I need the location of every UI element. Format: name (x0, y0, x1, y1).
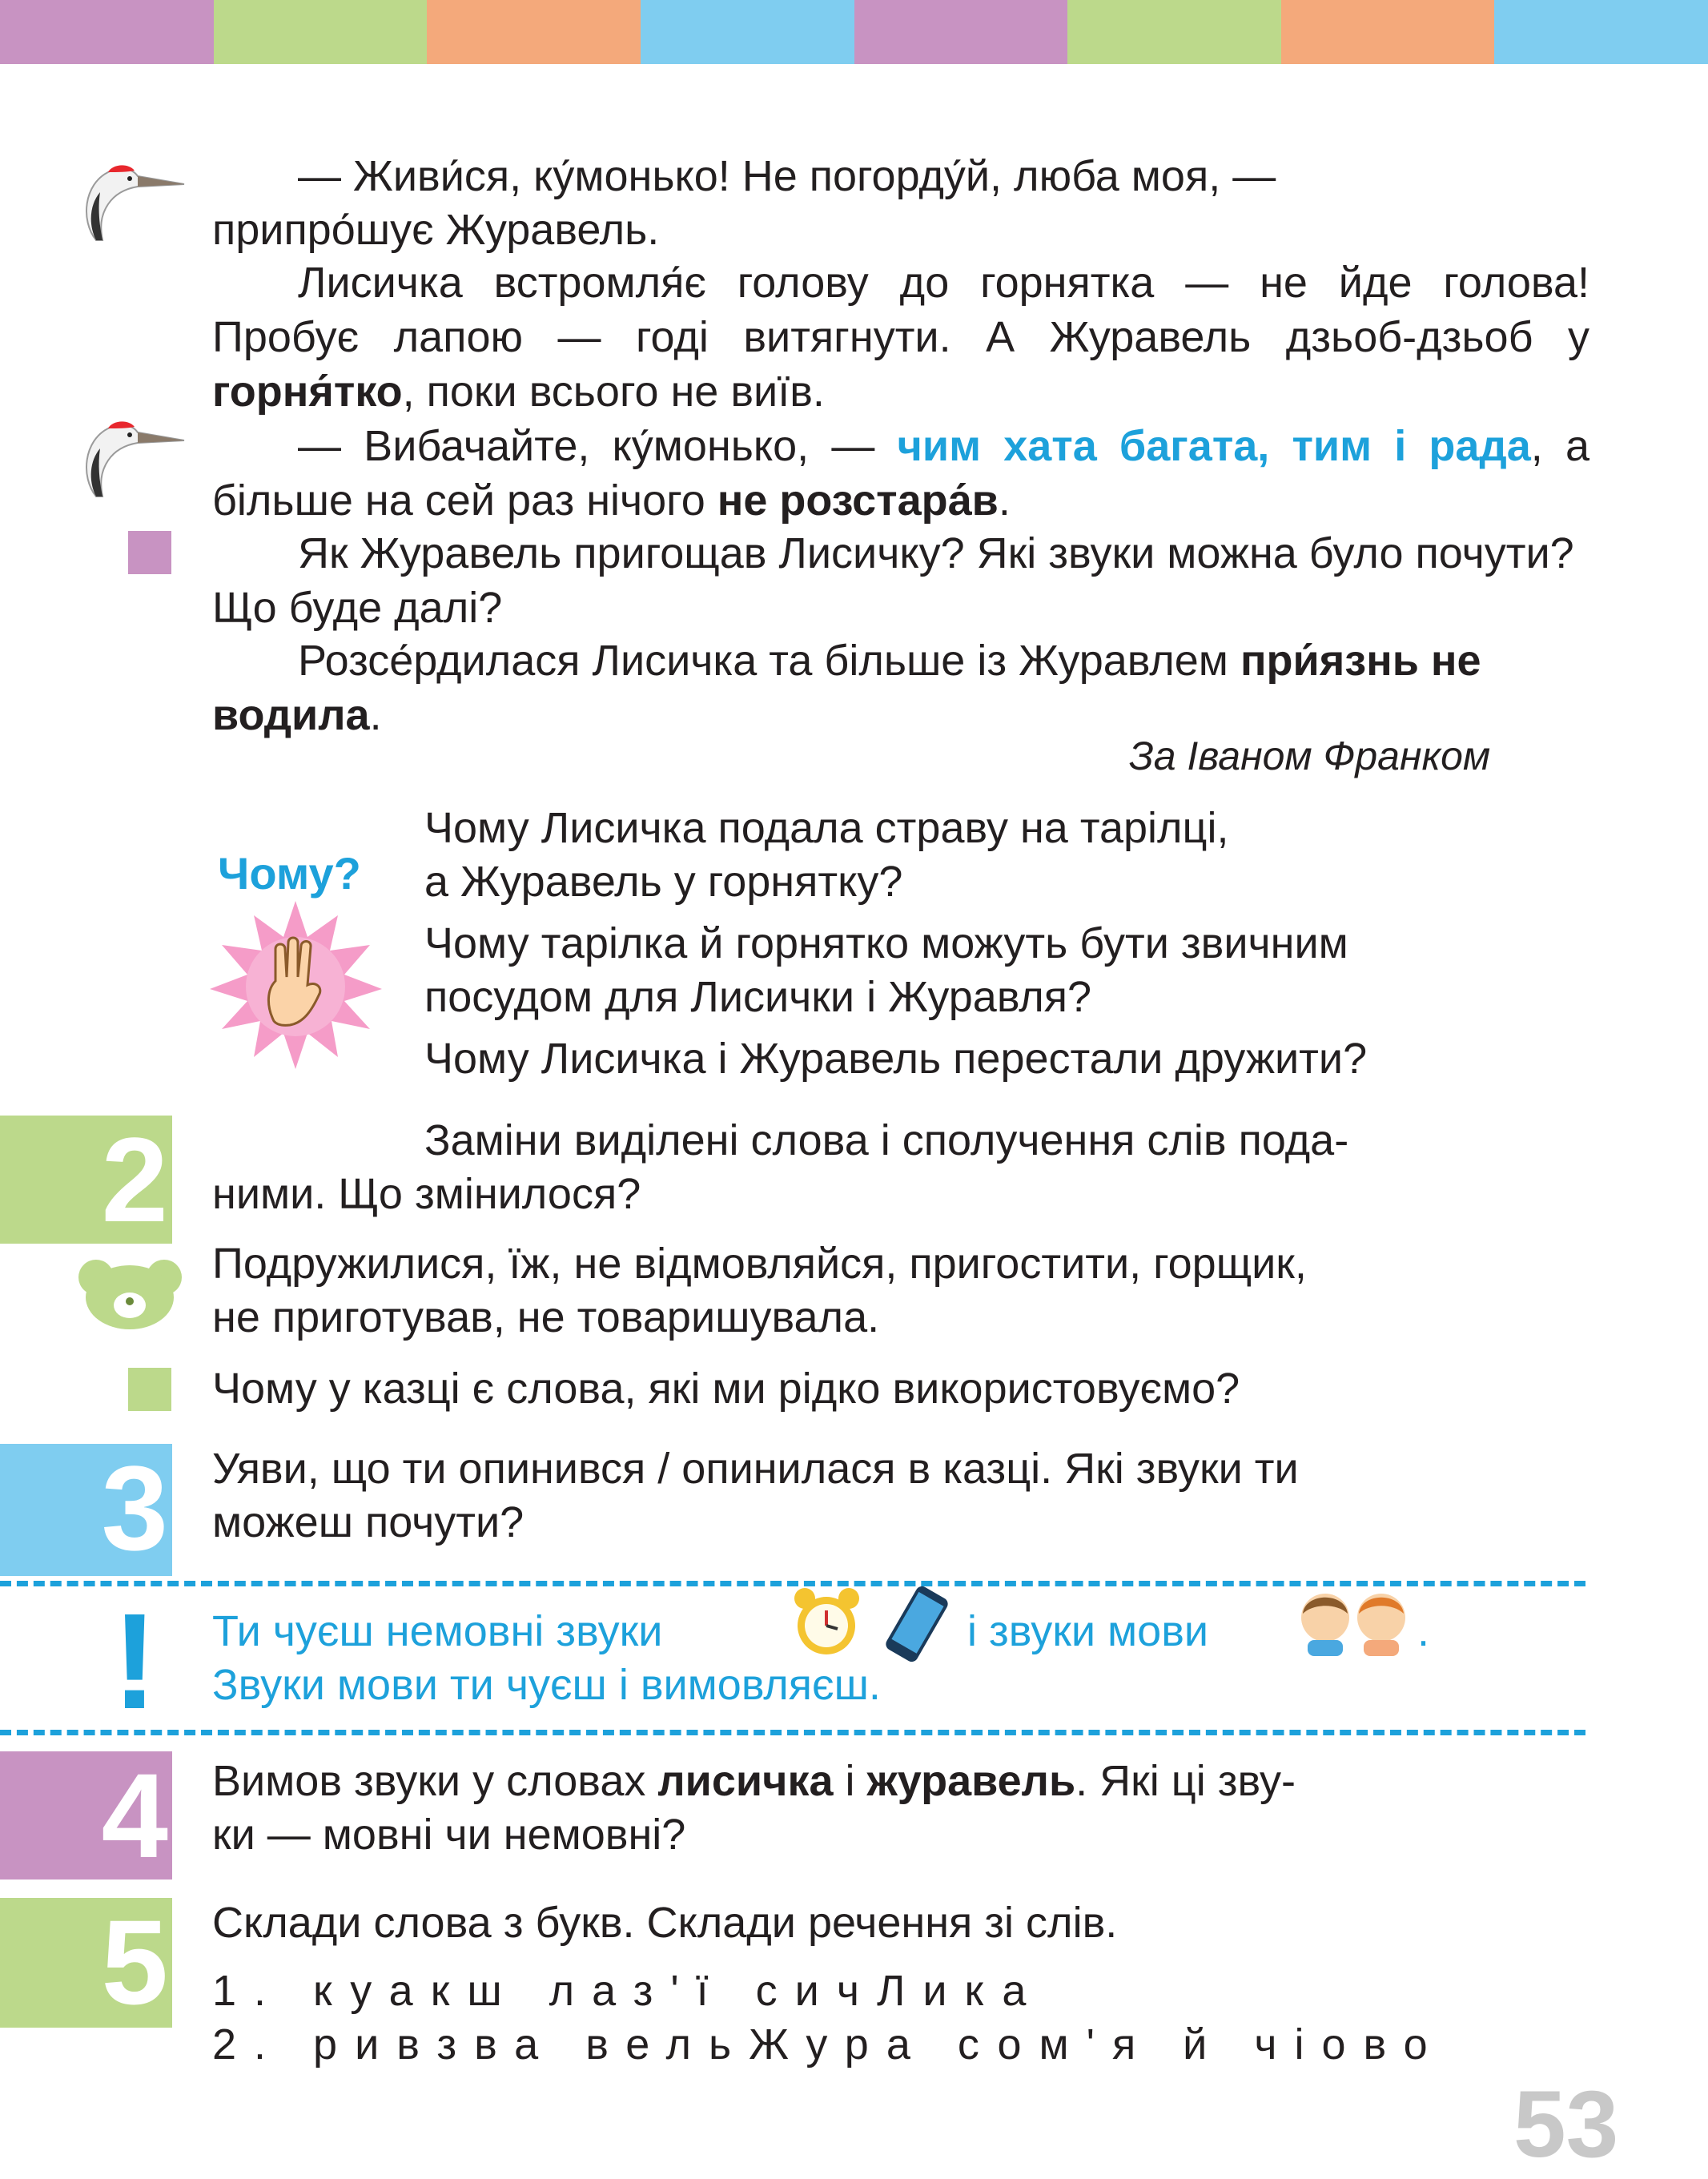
chomu-label: Чому? (218, 848, 361, 899)
chomu-question: а Журавель у горнятку? (424, 858, 903, 906)
story-line: припро́шує Журавель. (212, 206, 660, 254)
story-text: , поки всього не виїв. (402, 368, 825, 416)
story-text: — Вибачайте, ку́монько, — (298, 422, 898, 470)
chomu-question: Чому тарілка й горнятко можуть бути звичним (424, 919, 1348, 967)
note-text: Ти чуєш немовні звуки (212, 1607, 663, 1655)
story-paragraph (212, 255, 1589, 419)
stripe-segment (641, 0, 854, 64)
note-text: і звуки мови (967, 1607, 1209, 1655)
stripe-segment (1281, 0, 1495, 64)
crane-icon (64, 404, 192, 501)
task-number-4: 4 (0, 1751, 172, 1879)
story-text: Розсе́рдилася Лисичка та більше із Журавлем (298, 637, 1240, 685)
note-text: . (1417, 1607, 1430, 1655)
story-line: — Живи́ся, ку́монько! Не погорду́й, люба моя, — (298, 152, 1276, 200)
chomu-question: Чому Лисичка і Журавель перестали дружити? (424, 1035, 1368, 1083)
task5-item: 1. куакш лаз'ї сичЛика (212, 1967, 1044, 2015)
task-number-3: 3 (0, 1444, 172, 1576)
stripe-segment (1494, 0, 1708, 64)
stripe-segment (854, 0, 1068, 64)
highlighted-word: не розстара́в (717, 476, 999, 525)
stripe-segment (427, 0, 641, 64)
task3-text: Уяви, що ти опинився / опинилася в казці. Які звуки ти (212, 1445, 1299, 1493)
alarm-clock-icon (789, 1584, 865, 1660)
bear-icon (76, 1257, 184, 1329)
task4-text-part: . Які ці зву- (1075, 1757, 1296, 1805)
task2-text: Заміни виділені слова і сполучення слів пода- (424, 1116, 1349, 1164)
task5-text: Склади слова з букв. Склади речення зі слів. (212, 1899, 1118, 1947)
task-number-5: 5 (0, 1898, 172, 2028)
story-paragraph (212, 419, 1589, 528)
smartphone-icon (877, 1584, 957, 1664)
task4-text-part: і (833, 1757, 867, 1805)
task2-text: ними. Що змінилося? (212, 1170, 641, 1218)
task-number-2: 2 (0, 1116, 172, 1244)
task4-text-part: Вимов звуки у словах (212, 1757, 658, 1805)
task2-words: не приготував, не товаришувала. (212, 1293, 880, 1341)
stripe-segment (1067, 0, 1281, 64)
highlighted-word: журавель (866, 1757, 1076, 1805)
three-fingers-icon (210, 901, 382, 1069)
note-text: Звуки мови ти чуєш і вимовляєш. (212, 1661, 881, 1709)
highlighted-word: горня́тко (212, 368, 403, 416)
top-color-stripe (0, 0, 1708, 64)
story-text: . (369, 691, 382, 739)
story-text: . (998, 476, 1011, 525)
story-paragraph (212, 633, 1589, 742)
story-text: Лисичка встромля́є голову до горнятка — не йде голова! Пробує лапою — годі витягнути. А Журавель дзьоб-дзьоб у (212, 259, 1589, 361)
green-square-marker (128, 1368, 171, 1411)
task3-text: можеш почути? (212, 1498, 524, 1546)
task2-words: Подружилися, їж, не відмовляйся, пригостити, горщик, (212, 1240, 1307, 1288)
highlighted-phrase: при́язнь не водила (212, 637, 1481, 739)
purple-square-marker (128, 531, 171, 574)
task2-question: Чому у казці є слова, які ми рідко використовуємо? (212, 1365, 1240, 1413)
stripe-segment (0, 0, 214, 64)
task4-text: ки — мовні чи немовні? (212, 1811, 686, 1859)
talking-children-icon (1293, 1586, 1421, 1658)
page-number: 53 (1513, 2072, 1619, 2177)
highlighted-word: лисичка (657, 1757, 834, 1805)
exclamation-mark: ! (112, 1586, 158, 1738)
crane-icon (64, 148, 192, 244)
task5-item: 2. ривзва вельЖура сом'я й чіово (212, 2020, 1445, 2068)
story-text: , а більше на сей раз нічого (212, 422, 1589, 525)
story-question: Як Журавель пригощав Лисичку? Які звуки можна було почути? Що буде далі? (212, 529, 1574, 632)
stripe-segment (214, 0, 428, 64)
author-credit: За Іваном Франком (1129, 734, 1491, 778)
dashed-divider (0, 1730, 1585, 1735)
highlighted-phrase: чим хата багата, тим і рада (897, 422, 1531, 470)
chomu-question: Чому Лисичка подала страву на тарілці, (424, 804, 1229, 852)
task4-text (212, 1754, 1296, 1808)
chomu-question: посудом для Лисички і Журавля? (424, 973, 1092, 1021)
